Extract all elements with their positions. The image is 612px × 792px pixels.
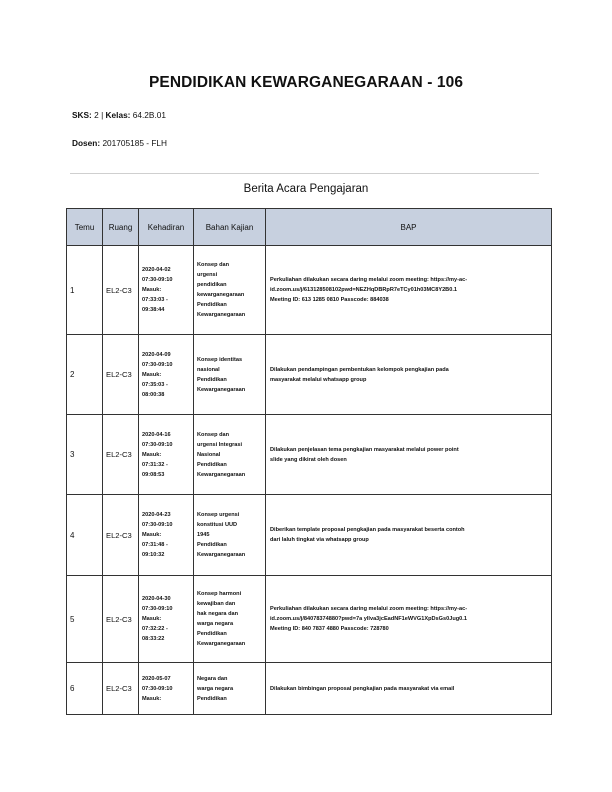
cell-temu: 2 xyxy=(67,335,103,415)
bahan-kajian-line: Pendidikan xyxy=(197,302,227,308)
cell-ruang: EL2-C3 xyxy=(103,246,139,335)
bahan-kajian-line: Negara dan xyxy=(197,675,228,682)
bahan-kajian-line: 1945 xyxy=(197,532,210,538)
bahan-kajian-line: warga negara xyxy=(197,685,234,692)
bahan-kajian-line: urgensi xyxy=(197,272,218,278)
kehadiran-line: 07:30-09:10 xyxy=(142,522,173,528)
cell-bap xyxy=(266,495,552,576)
kehadiran-line: Masuk: xyxy=(142,695,162,702)
kelas-value: 64.2B.01 xyxy=(132,110,166,120)
cell-bap xyxy=(266,576,552,663)
dosen-value: 201705185 - FLH xyxy=(102,138,168,148)
table-row xyxy=(67,663,552,715)
cell-ruang: EL2-C3 xyxy=(103,495,139,576)
bahan-kajian-line: Pendidikan xyxy=(197,542,227,548)
header-bap: BAP xyxy=(266,209,552,246)
cell-bahan-kajian xyxy=(194,576,266,663)
table-row xyxy=(67,335,552,415)
kehadiran-line: 2020-04-16 xyxy=(142,431,171,438)
info-separator: | xyxy=(101,110,104,120)
kehadiran-line: 07:33:03 - xyxy=(142,297,168,303)
bahan-kajian-line: Konsep harmoni xyxy=(197,591,242,597)
cell-kehadiran xyxy=(139,495,194,576)
kehadiran-line: 07:31:48 - xyxy=(142,542,168,548)
kehadiran-line: 09:10:32 xyxy=(142,552,165,558)
kehadiran-line: 07:30-09:10 xyxy=(142,277,173,283)
bahan-kajian-line: urgensi Integrasi xyxy=(197,441,243,448)
kehadiran-line: 2020-04-02 xyxy=(142,267,171,273)
bahan-kajian-line: Nasional xyxy=(197,451,221,458)
table-row xyxy=(67,415,552,495)
kehadiran-line: Masuk: xyxy=(142,287,162,293)
kehadiran-line: 07:30-09:10 xyxy=(142,361,173,368)
dosen-label: Dosen: xyxy=(72,138,101,148)
cell-bahan-kajian xyxy=(194,415,266,495)
kehadiran-line: 07:32:22 - xyxy=(142,626,168,632)
bap-line: Dilakukan bimbingan proposal pengkajian pada masyarakat via email xyxy=(270,685,455,692)
lecturer-info xyxy=(72,138,167,148)
cell-temu: 6 xyxy=(67,663,103,715)
bahan-kajian-line: konstitusi UUD xyxy=(197,522,238,528)
sks-value: 2 xyxy=(94,110,99,120)
bahan-kajian-line: warga negara xyxy=(197,621,234,627)
header-temu: Temu xyxy=(67,209,103,246)
bahan-kajian-line: Konsep dan xyxy=(197,262,230,268)
bahan-kajian-line: Kewarganegaraan xyxy=(197,641,246,647)
cell-kehadiran xyxy=(139,335,194,415)
bap-table xyxy=(66,208,552,715)
kehadiran-line: 09:08:53 xyxy=(142,471,165,478)
cell-bahan-kajian xyxy=(194,246,266,335)
bap-line: masyarakat melalui whatsapp group xyxy=(270,376,367,383)
bahan-kajian-line: pendidikan xyxy=(197,282,227,288)
cell-bap xyxy=(266,663,552,715)
cell-bap xyxy=(266,335,552,415)
kehadiran-line: 08:00:38 xyxy=(142,391,165,398)
kehadiran-line: 2020-04-09 xyxy=(142,351,171,358)
course-info xyxy=(72,110,166,120)
divider xyxy=(70,173,539,174)
bahan-kajian-line: Pendidikan xyxy=(197,631,227,637)
kehadiran-line: 07:35:03 - xyxy=(142,381,168,388)
cell-ruang: EL2-C3 xyxy=(103,415,139,495)
cell-kehadiran xyxy=(139,576,194,663)
bahan-kajian-line: nasional xyxy=(197,366,220,373)
bahan-kajian-line: kewarganegaraan xyxy=(197,292,245,298)
cell-kehadiran xyxy=(139,663,194,715)
kehadiran-line: Masuk: xyxy=(142,371,162,378)
bap-line: dari laluh tingkat via whatsapp group xyxy=(270,537,369,543)
bap-line: Meeting ID: 840 7837 4880 Passcode: 728780 xyxy=(270,626,389,632)
cell-ruang: EL2-C3 xyxy=(103,576,139,663)
cell-temu: 5 xyxy=(67,576,103,663)
bahan-kajian-line: Konsep identitas xyxy=(197,356,243,363)
cell-bahan-kajian xyxy=(194,663,266,715)
bahan-kajian-line: Konsep urgensi xyxy=(197,512,240,518)
cell-bap xyxy=(266,415,552,495)
table-row xyxy=(67,576,552,663)
kehadiran-line: Masuk: xyxy=(142,616,162,622)
page-title: PENDIDIKAN KEWARGANEGARAAN - 106 xyxy=(148,74,464,91)
bap-line: Perkuliahan dilakukan secara daring melalui zoom meeting: https://my-ac- xyxy=(270,277,468,283)
kehadiran-line: 09:38:44 xyxy=(142,307,165,313)
bap-line: id.zoom.us/j/84078374880?pwd=7a yllva3jcEadNF1eWVG1XpDsGs0Jug0.1 xyxy=(270,616,467,622)
cell-temu: 1 xyxy=(67,246,103,335)
kehadiran-line: 2020-05-07 xyxy=(142,675,171,682)
kehadiran-line: Masuk: xyxy=(142,451,162,458)
bap-line: Diberikan template proposal pengkajian pada masyarakat beserta contoh xyxy=(270,527,465,533)
cell-bap xyxy=(266,246,552,335)
kehadiran-line: 07:30-09:10 xyxy=(142,441,173,448)
bahan-kajian-line: Pendidikan xyxy=(197,695,227,702)
bahan-kajian-line: hak negara dan xyxy=(197,611,239,617)
bap-line: Dilakukan penjelasan tema pengkajian masyarakat melalui power point xyxy=(270,446,459,453)
table-header-row xyxy=(67,209,552,246)
bap-line: slide yang dikirat oleh dosen xyxy=(270,456,347,463)
bap-line: Meeting ID: 613 1285 0810 Passcode: 884038 xyxy=(270,297,389,303)
header-bahan-kajian: Bahan Kajian xyxy=(194,209,266,246)
bahan-kajian-line: Pendidikan xyxy=(197,376,227,383)
kehadiran-line: 07:30-09:10 xyxy=(142,606,173,612)
bahan-kajian-line: kewajiban dan xyxy=(197,601,236,607)
bap-line: id.zoom.us/j/613128508102pwd=NEZHqDBRpR7eTCy01h03MC8Y2B0.1 xyxy=(270,287,457,293)
kehadiran-line: 07:31:32 - xyxy=(142,461,168,468)
cell-bahan-kajian xyxy=(194,335,266,415)
cell-temu: 4 xyxy=(67,495,103,576)
kehadiran-line: Masuk: xyxy=(142,532,162,538)
kelas-label: Kelas: xyxy=(105,110,131,120)
bahan-kajian-line: Kewarganegaraan xyxy=(197,552,246,558)
cell-bahan-kajian xyxy=(194,495,266,576)
bap-line: Perkuliahan dilakukan secara daring melalui zoom meeting: https://my-ac- xyxy=(270,606,468,612)
kehadiran-line: 2020-04-30 xyxy=(142,596,171,602)
kehadiran-line: 2020-04-23 xyxy=(142,512,171,518)
cell-kehadiran xyxy=(139,246,194,335)
section-title: Berita Acara Pengajaran xyxy=(243,183,369,195)
bahan-kajian-line: Kewarganegaraan xyxy=(197,471,246,478)
kehadiran-line: 08:33:22 xyxy=(142,636,165,642)
bap-line: Dilakukan pendampingan pembentukan kelompok pengkajian pada xyxy=(270,366,449,373)
kehadiran-line: 07:30-09:10 xyxy=(142,685,173,692)
bahan-kajian-line: Konsep dan xyxy=(197,431,230,438)
header-ruang: Ruang xyxy=(103,209,139,246)
table-row xyxy=(67,246,552,335)
header-kehadiran: Kehadiran xyxy=(139,209,194,246)
bahan-kajian-line: Kewarganegaraan xyxy=(197,386,246,393)
cell-ruang: EL2-C3 xyxy=(103,335,139,415)
cell-ruang: EL2-C3 xyxy=(103,663,139,715)
sks-label: SKS: xyxy=(72,110,92,120)
cell-kehadiran xyxy=(139,415,194,495)
cell-temu: 3 xyxy=(67,415,103,495)
bahan-kajian-line: Kewarganegaraan xyxy=(197,312,246,318)
table-row xyxy=(67,495,552,576)
bahan-kajian-line: Pendidikan xyxy=(197,461,227,468)
